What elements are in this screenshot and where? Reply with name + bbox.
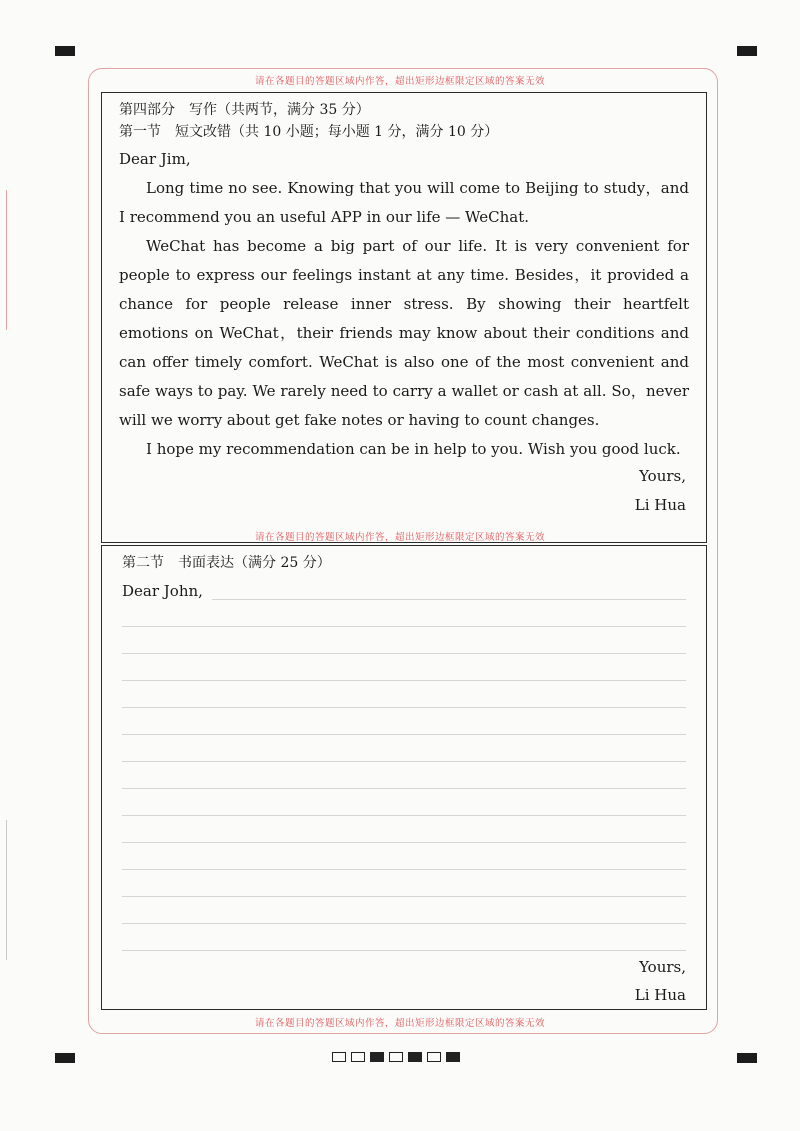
code-box-filled: [370, 1052, 384, 1062]
letter1-salutation: Dear Jim,: [119, 150, 191, 168]
writing-line[interactable]: [122, 869, 686, 870]
code-box-empty: [427, 1052, 441, 1062]
writing-line[interactable]: [122, 923, 686, 924]
code-box-empty: [351, 1052, 365, 1062]
scan-edge-line-left-lower: [6, 820, 7, 960]
registration-mark-bottom-right: [737, 1053, 757, 1063]
section2-heading: 第二节 书面表达（满分 25 分）: [122, 555, 331, 571]
code-box-empty: [332, 1052, 346, 1062]
scan-edge-line-left: [6, 190, 7, 330]
code-box-empty: [389, 1052, 403, 1062]
part-heading: 第四部分 写作（共两节，满分 35 分）: [119, 102, 370, 118]
letter1-paragraph-3: I hope my recommendation can be in help to you. Wish you good luck.: [146, 440, 681, 458]
registration-mark-top-left: [55, 46, 75, 56]
page-code-boxes: [332, 1052, 460, 1064]
notice-top: 请在各题目的答题区域内作答，超出矩形边框限定区域的答案无效: [254, 76, 545, 87]
letter1-paragraph-2: WeChat has become a big part of our life. It is very convenient for people to express our feelings instant at any time. Besides，it provided a chance for people release inner stress. By showing their heartfelt emotions on WeChat，their friends may know about their conditions and can offer timely comfort. WeChat is also one of the most convenient and safe ways to pay. We rarely need to carry a wallet or cash at all. So，never will we worry about get fake notes or having to count changes.: [119, 237, 689, 429]
writing-line[interactable]: [122, 680, 686, 681]
notice-middle: 请在各题目的答题区域内作答，超出矩形边框限定区域的答案无效: [254, 532, 545, 543]
writing-line[interactable]: [122, 761, 686, 762]
writing-line[interactable]: [212, 599, 686, 600]
registration-mark-bottom-left: [55, 1053, 75, 1063]
section2-answer-box[interactable]: [101, 545, 707, 1010]
letter1-paragraph-1: Long time no see. Knowing that you will come to Beijing to study，and I recommend you an useful APP in our life — WeChat.: [119, 179, 689, 226]
letter2-signature: Li Hua: [634, 986, 686, 1004]
writing-line[interactable]: [122, 788, 686, 789]
code-box-filled: [446, 1052, 460, 1062]
letter2-closing: Yours,: [639, 958, 686, 976]
writing-line[interactable]: [122, 707, 686, 708]
code-box-filled: [408, 1052, 422, 1062]
writing-line[interactable]: [122, 653, 686, 654]
notice-bottom: 请在各题目的答题区域内作答，超出矩形边框限定区域的答案无效: [254, 1018, 545, 1029]
section1-heading: 第一节 短文改错（共 10 小题；每小题 1 分，满分 10 分）: [119, 124, 499, 140]
writing-line[interactable]: [122, 896, 686, 897]
writing-line[interactable]: [122, 734, 686, 735]
writing-line[interactable]: [122, 842, 686, 843]
section1-answer-box: [101, 92, 707, 543]
writing-line[interactable]: [122, 950, 686, 951]
letter1-closing: Yours,: [639, 467, 686, 485]
letter1-signature: Li Hua: [634, 496, 686, 514]
writing-line[interactable]: [122, 626, 686, 627]
writing-line[interactable]: [122, 815, 686, 816]
registration-mark-top-right: [737, 46, 757, 56]
letter2-salutation: Dear John,: [122, 582, 203, 600]
